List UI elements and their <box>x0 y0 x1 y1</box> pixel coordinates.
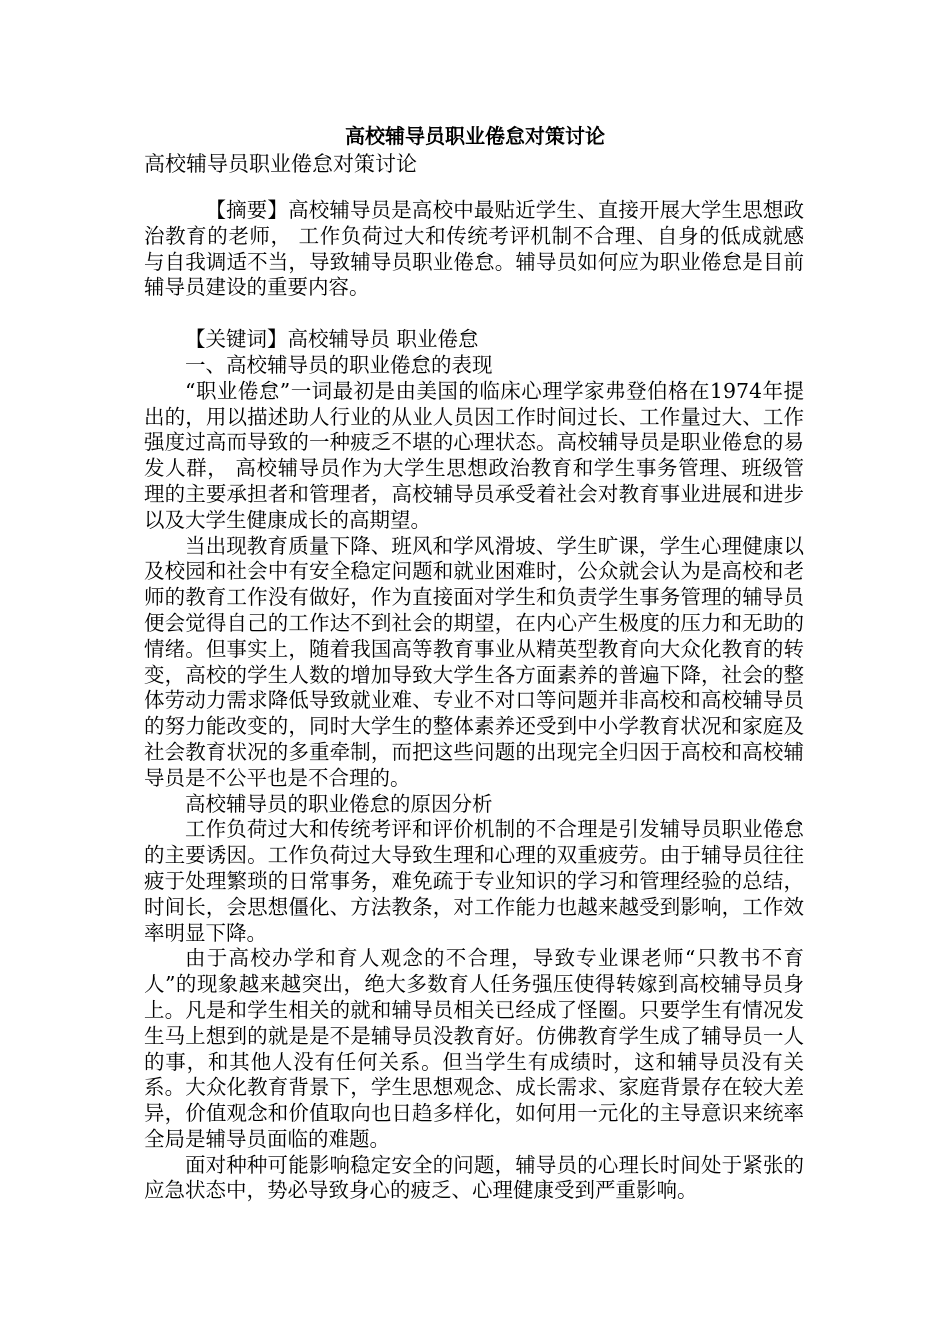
paragraph-spacer <box>144 301 804 327</box>
section-heading-2: 高校辅导员的职业倦怠的原因分析 <box>185 791 493 816</box>
body-paragraph-2: 当出现教育质量下降、班风和学风滑坡、学生旷课，学生心理健康以及校园和社会中有安全稳定问题和就业困难时，公众就会认为是高校和老师的教育工作没有做好，作为直接面对学生和负责学生事务管理的辅导员便会觉得自己的工作达不到社会的期望，在内心产生极度的压力和无助的情绪。但事实上，随着我国高等教育事业从精英型教育向大众化教育的转变，高校的学生人数的增加导致大学生各方面素养的普遍下降，社会的整体劳动力需求降低导致就业难、专业不对口等问题并非高校和高校辅导员的努力能改变的，同时大学生的整体素养还受到中小学教育状况和家庭及社会教育状况的多重牵制，而把这些问题的出现完全归因于高校和高校辅导员是不公平也是不合理的。 <box>144 533 804 790</box>
section-heading-1: 一、高校辅导员的职业倦怠的表现 <box>185 352 493 377</box>
keywords-line: 【关键词】高校辅导员 职业倦怠 <box>185 327 479 352</box>
body-paragraph-1: “职业倦怠”一词最初是由美国的临床心理学家弗登伯格在1974年提出的，用以描述助人行业的从业人员因工作时间过长、工作量过大、工作强度过高而导致的一种疲乏不堪的心理状态。高校辅导员是职业倦怠的易发人群， 高校辅导员作为大学生思想政治教育和学生事务管理、班级管理的主要承担者和管理者，高校辅导员承受着社会对教育事业进展和进步以及大学生健康成长的高期望。 <box>144 378 804 532</box>
body-paragraph-3: 工作负荷过大和传统考评和评价机制的不合理是引发辅导员职业倦怠的主要诱因。工作负荷过大导致生理和心理的双重疲劳。由于辅导员往往疲于处理繁琐的日常事务，难免疏于专业知识的学习和管理经验的总结，时间长，会思想僵化、方法教条，对工作能力也越来越受到影响，工作效率明显下降。 <box>144 817 804 945</box>
body-paragraph-5: 面对种种可能影响稳定安全的问题，辅导员的心理长时间处于紧张的应急状态中，势必导致身心的疲乏、心理健康受到严重影响。 <box>144 1152 804 1203</box>
document-subtitle: 高校辅导员职业倦怠对策讨论 <box>144 152 417 176</box>
abstract-paragraph: 【摘要】高校辅导员是高校中最贴近学生、直接开展大学生思想政治教育的老师， 工作负荷过大和传统考评机制不合理、自身的低成就感与自我调适不当，导致辅导员职业倦怠。辅导员如何应为职业倦怠是目前辅导员建设的重要内容。 <box>144 198 804 300</box>
body-paragraph-4: 由于高校办学和育人观念的不合理，导致专业课老师“只教书不育人”的现象越来越突出，绝大多数育人任务强压使得转嫁到高校辅导员身上。凡是和学生相关的就和辅导员相关已经成了怪圈。只要学生有情况发生马上想到的就是是不是辅导员没教育好。仿佛教育学生成了辅导员一人的事，和其他人没有任何关系。但当学生有成绩时，这和辅导员没有关系。大众化教育背景下，学生思想观念、成长需求、家庭背景存在较大差异，价值观念和价值取向也日趋多样化，如何用一元化的主导意识来统率全局是辅导员面临的难题。 <box>144 946 804 1151</box>
document-title: 高校辅导员职业倦怠对策讨论 <box>345 124 605 148</box>
document-body <box>144 198 804 1204</box>
